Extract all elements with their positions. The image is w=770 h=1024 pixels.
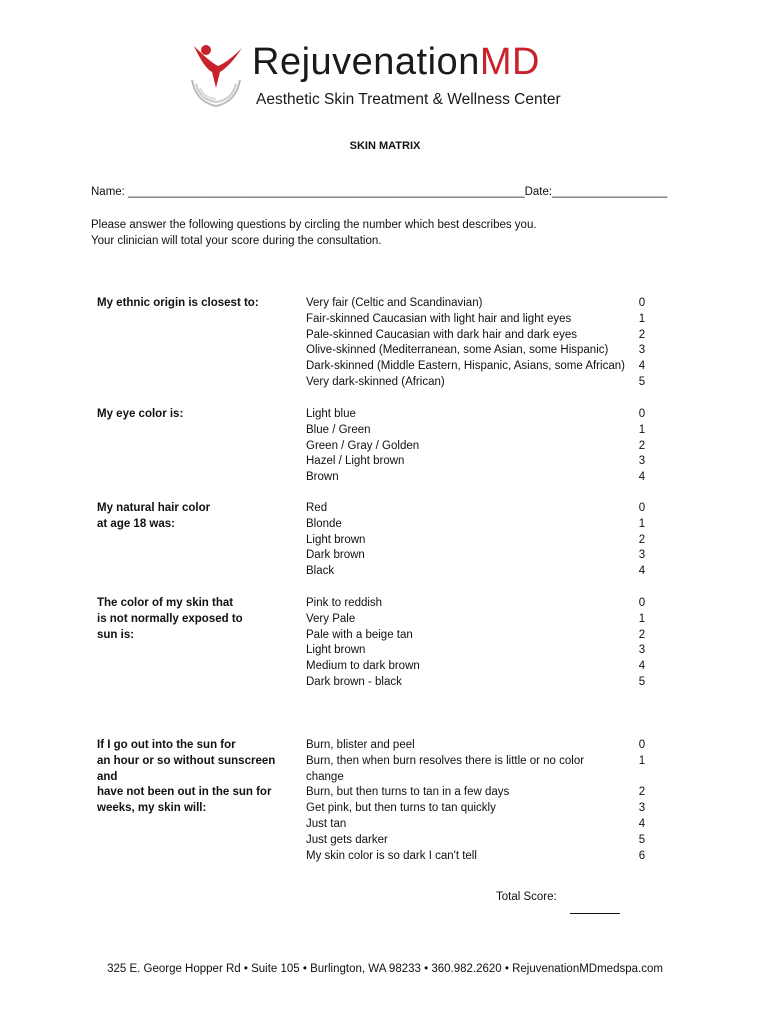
option-score[interactable]: 4: [638, 360, 646, 373]
option-text: Pale with a beige tan: [306, 628, 413, 641]
option-list: [306, 738, 626, 864]
option-list: [306, 407, 626, 486]
question-label-line: My eye color is:: [97, 408, 184, 420]
brand-name: Rejuvenation: [252, 41, 480, 83]
question-label-line: If I go out into the sun for: [97, 739, 236, 751]
score-list: [632, 296, 652, 391]
score-list: [632, 407, 652, 486]
option-score[interactable]: [632, 770, 652, 786]
question-label-line: weeks, my skin will:: [97, 802, 207, 815]
option-score[interactable]: 3: [638, 802, 646, 815]
option-list: [306, 296, 626, 391]
option-text: Pale-skinned Caucasian with dark hair and dark eyes: [306, 328, 578, 341]
option-score[interactable]: 1: [638, 612, 646, 625]
option-score[interactable]: 4: [638, 817, 646, 830]
option-text: Just gets darker: [306, 833, 388, 846]
option-text: Burn, but then turns to tan in a few days: [306, 786, 510, 799]
option-text: Very dark-skinned (African): [306, 375, 445, 388]
option-text: Dark-skinned (Middle Eastern, Hispanic, Asians, some African): [306, 360, 625, 373]
option-text: change: [306, 770, 344, 783]
option-list: [306, 501, 626, 580]
option-score[interactable]: 5: [638, 833, 646, 846]
logo-figure-icon: [186, 42, 246, 110]
question-label-line: sun is:: [97, 628, 135, 641]
score-list: [632, 596, 652, 691]
option-score[interactable]: 2: [638, 439, 646, 452]
question-label-line: at age 18 was:: [97, 517, 175, 530]
option-score[interactable]: 2: [638, 628, 646, 641]
option-text: Blue / Green: [306, 423, 371, 436]
option-text: Red: [306, 502, 328, 514]
question-label: [97, 501, 297, 533]
question-label-line: My natural hair color: [97, 502, 211, 514]
option-text: Medium to dark brown: [306, 660, 420, 673]
score-list: [632, 501, 652, 580]
brand-name-accent: MD: [479, 41, 540, 83]
option-score[interactable]: 0: [638, 502, 646, 514]
score-list: [632, 738, 652, 864]
option-list: [306, 596, 626, 691]
option-score[interactable]: 3: [638, 549, 646, 562]
question-label-line: have not been out in the sun for: [97, 786, 272, 799]
option-score[interactable]: 2: [638, 533, 646, 546]
option-text: Just tan: [306, 817, 347, 830]
option-score[interactable]: 4: [638, 660, 646, 673]
option-score[interactable]: 3: [638, 344, 646, 357]
option-score[interactable]: 1: [638, 754, 646, 767]
question-label: [97, 596, 297, 643]
brand-tagline: Aesthetic Skin Treatment & Wellness Center: [256, 91, 561, 108]
option-score[interactable]: 1: [638, 517, 646, 530]
option-text: Hazel / Light brown: [306, 455, 405, 468]
option-score[interactable]: 0: [638, 597, 646, 609]
question-label-line: an hour or so without sunscreen and: [97, 754, 276, 783]
total-score-label: Total Score:: [496, 891, 557, 903]
option-text: Brown: [306, 471, 339, 484]
option-text: Olive-skinned (Mediterranean, some Asian, some Hispanic): [306, 344, 609, 357]
option-score[interactable]: 4: [638, 471, 646, 484]
option-text: Fair-skinned Caucasian with light hair and light eyes: [306, 312, 572, 325]
name-date-field[interactable]: Name: ______________________________________________________________Date:__________________: [91, 186, 668, 198]
brand-wordmark: [252, 40, 540, 84]
option-score[interactable]: 0: [638, 739, 646, 751]
option-text: Green / Gray / Golden: [306, 439, 420, 452]
option-text: My skin color is so dark I can't tell: [306, 849, 477, 862]
intro-line-2: Your clinician will total your score during the consultation.: [91, 235, 382, 247]
option-text: Burn, then when burn resolves there is little or no color: [306, 754, 585, 767]
option-score[interactable]: 6: [638, 849, 646, 862]
option-text: Very Pale: [306, 612, 356, 625]
option-text: Dark brown - black: [306, 675, 402, 688]
option-text: Get pink, but then turns to tan quickly: [306, 802, 496, 815]
option-score[interactable]: 3: [638, 644, 646, 657]
question-label-line: is not normally exposed to: [97, 612, 243, 625]
option-text: Burn, blister and peel: [306, 739, 415, 751]
option-text: Light blue: [306, 408, 356, 420]
question-label-line: The color of my skin that: [97, 597, 234, 609]
question-label: [97, 296, 297, 312]
question-label: [97, 738, 297, 817]
footer-address: 325 E. George Hopper Rd • Suite 105 • Burlington, WA 98233 • 360.982.2620 • RejuvenationMDmedspa.com: [107, 963, 663, 975]
option-text: Pink to reddish: [306, 597, 383, 609]
intro-line-1: Please answer the following questions by circling the number which best describes you.: [91, 219, 537, 231]
option-text: Black: [306, 565, 335, 578]
page-title: SKIN MATRIX: [349, 140, 421, 152]
option-score[interactable]: 2: [638, 328, 646, 341]
option-score[interactable]: 5: [638, 675, 646, 688]
option-score[interactable]: 1: [638, 312, 646, 325]
option-text: Dark brown: [306, 549, 365, 562]
question-label-line: My ethnic origin is closest to:: [97, 297, 259, 309]
option-score[interactable]: 4: [638, 565, 646, 578]
option-text: Light brown: [306, 533, 366, 546]
option-text: Blonde: [306, 517, 342, 530]
option-text: Light brown: [306, 644, 366, 657]
question-label: [97, 407, 297, 423]
option-score[interactable]: 3: [638, 455, 646, 468]
option-score[interactable]: 1: [638, 423, 646, 436]
option-score[interactable]: 2: [638, 786, 646, 799]
total-score-field[interactable]: [570, 913, 620, 914]
option-score[interactable]: 0: [638, 408, 646, 420]
option-score[interactable]: 5: [638, 375, 646, 388]
option-text: Very fair (Celtic and Scandinavian): [306, 297, 483, 309]
option-score[interactable]: 0: [638, 297, 646, 309]
